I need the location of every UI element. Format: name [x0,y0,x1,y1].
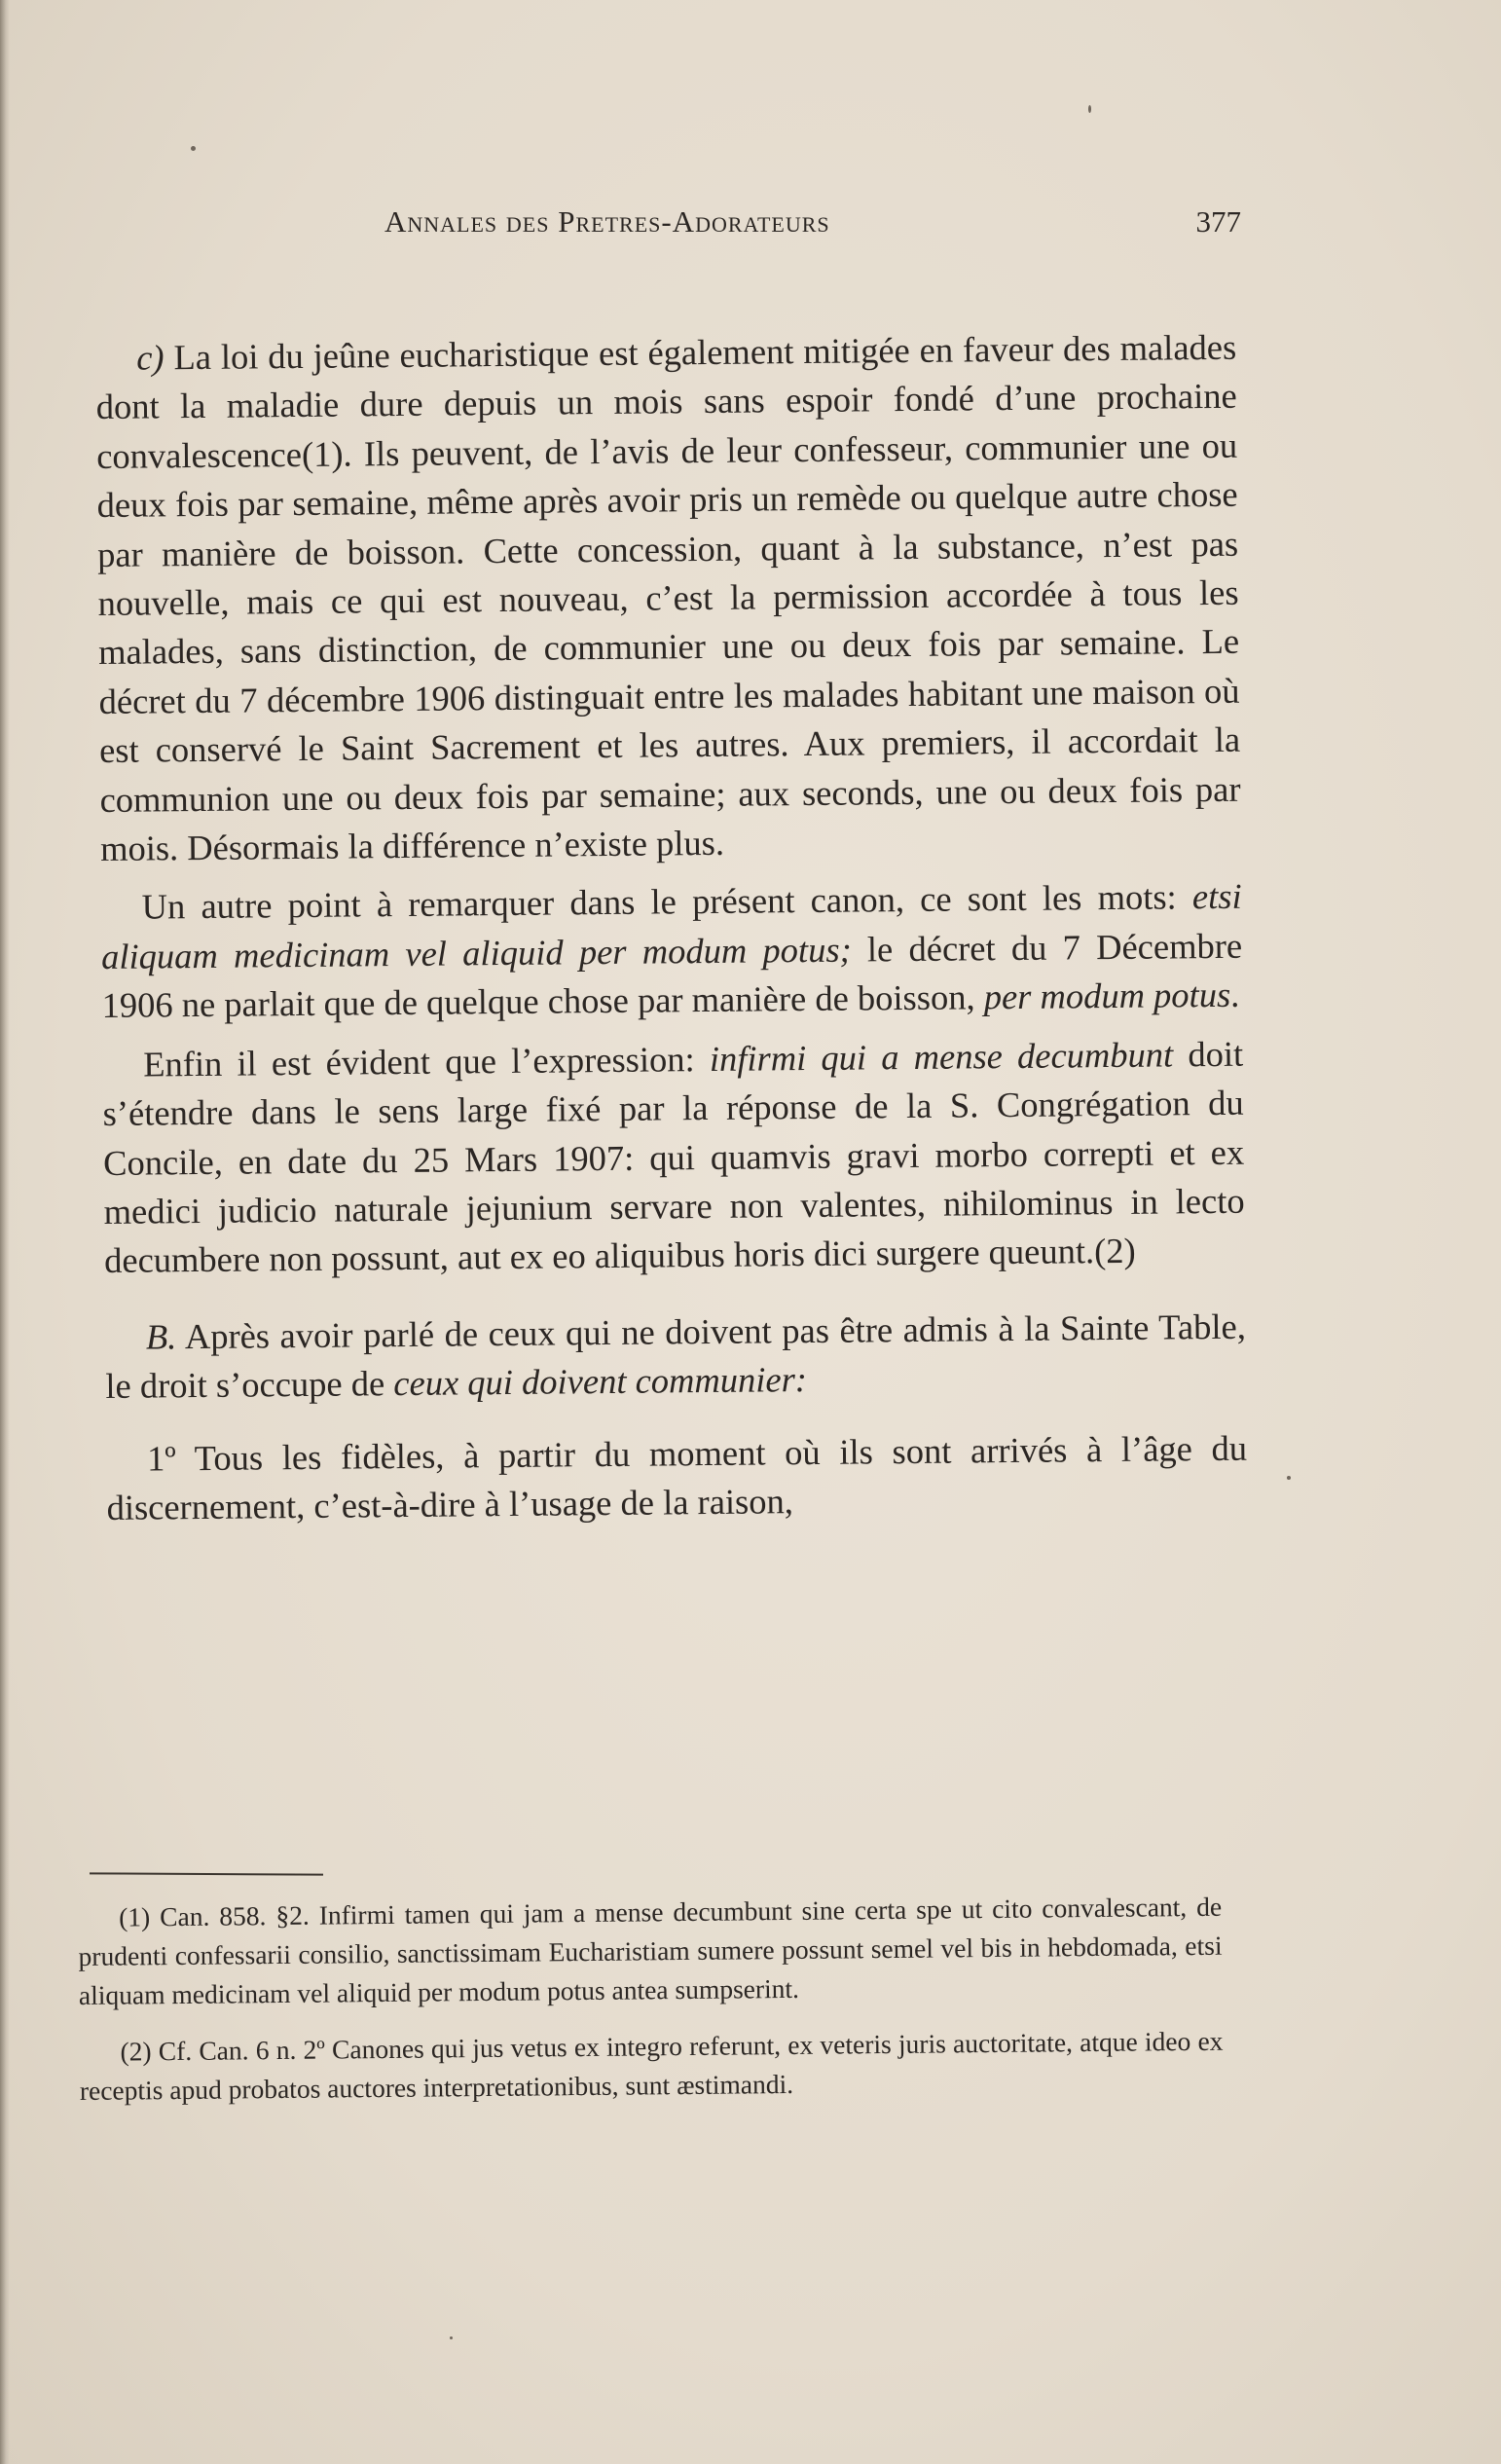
section-letter: B. [145,1315,177,1357]
footnotes [78,1888,1224,2111]
page-number: 377 [1195,204,1241,239]
latin-quote: per modum potus [983,975,1231,1017]
paper-speck [191,146,196,151]
running-header [384,204,1241,243]
paper-speck [1287,1476,1291,1480]
page-binding-edge [0,0,10,2464]
paragraph-text: Après avoir parlé de ceux qui ne doivent pas être admis à la Sainte Table, le droit s’occupe de [105,1306,1247,1407]
paragraph-c [95,323,1241,874]
paragraph-text: doit s’étendre dans le sens large fixé par la réponse de la S. Congrégation du Concile, en date du 25 Mars 1907: qui quamvis gravi morbo correpti et ex medici judicio naturale jejunium servare non valentes, nihilominus in lecto decumbere non possunt, aut ex eo aliquibus horis dici surgere queunt.(2) [102,1033,1245,1281]
paragraph-text: . [1229,975,1240,1015]
footnote-rule [90,1872,323,1875]
body-text [95,323,1248,1533]
footnote-1: (1) Can. 858. §2. Infirmi tamen qui jam a mense decumbunt sine certa spe ut cito convalescant, de prudenti confessarii consilio, sanctissimam Eucharistiam sumere possunt semel vel bis in hebdomada, etsi aliquam medicinam vel aliquid per modum potus antea sumpserint. [78,1891,1223,2010]
latin-quote: etsi aliquam medicinam vel aliquid per modum potus; [100,876,1242,976]
paragraph-enfin [102,1029,1245,1285]
paragraph-text: 1º Tous les fidèles, à partir du moment où ils sont arrivés à l’âge du discernement, c’est-à-dire à l’usage de la raison, [106,1427,1248,1527]
paragraph-b [105,1302,1247,1411]
paragraph-text: le décret du 7 Décembre 1906 ne parlait que de quelque chose par manière de boisson, [101,925,1243,1026]
paragraph-c-text: La loi du jeûne eucharistique est également mitigée en faveur des malades dont la maladie dure depuis un mois sans espoir fondé d’une prochaine convalescence(1). Ils peuvent, de l’avis de leur confesseur, communier une ou deux fois par semaine, même après avoir pris un remède ou quelque autre chose par manière de boisson. Cette concession, quant à la substance, n’est pas nouvelle, mais ce qui est nouveau, c’est la permission accordée à tous les malades, sans distinction, de communier une ou deux fois par semaine. Le décret du 7 décembre 1906 distinguait entre les malades habitant une maison où est conservé le Saint Sacrement et les autres. Aux premiers, il accordait la communion une ou deux fois par semaine; aux seconds, une ou deux fois par mois. Désormais la différence n’existe plus. [95,326,1241,869]
latin-quote: infirmi qui a mense decumbunt [709,1034,1174,1079]
paragraph-text: Un autre point à remarquer dans le présent canon, ce sont les mots: [141,876,1193,928]
paragraph-c-lead: c) [136,337,165,378]
paragraph-text: Enfin il est évident que l’expression: [143,1038,711,1085]
paragraph-item-1 [106,1423,1248,1532]
paper-speck [450,2336,453,2339]
paper-speck [1088,105,1091,113]
paragraph-autre-point [100,872,1242,1030]
emphasis-text: ceux qui doivent communier: [393,1359,808,1404]
running-title: Annales des Pretres-Adorateurs [384,204,830,239]
footnote-2: (2) Cf. Can. 6 n. 2º Canones qui jus vetus ex integro referunt, ex veteris juris auctoritate, atque ideo ex receptis apud probatos auctores interpretationibus, sunt æstimandi. [79,2025,1224,2106]
